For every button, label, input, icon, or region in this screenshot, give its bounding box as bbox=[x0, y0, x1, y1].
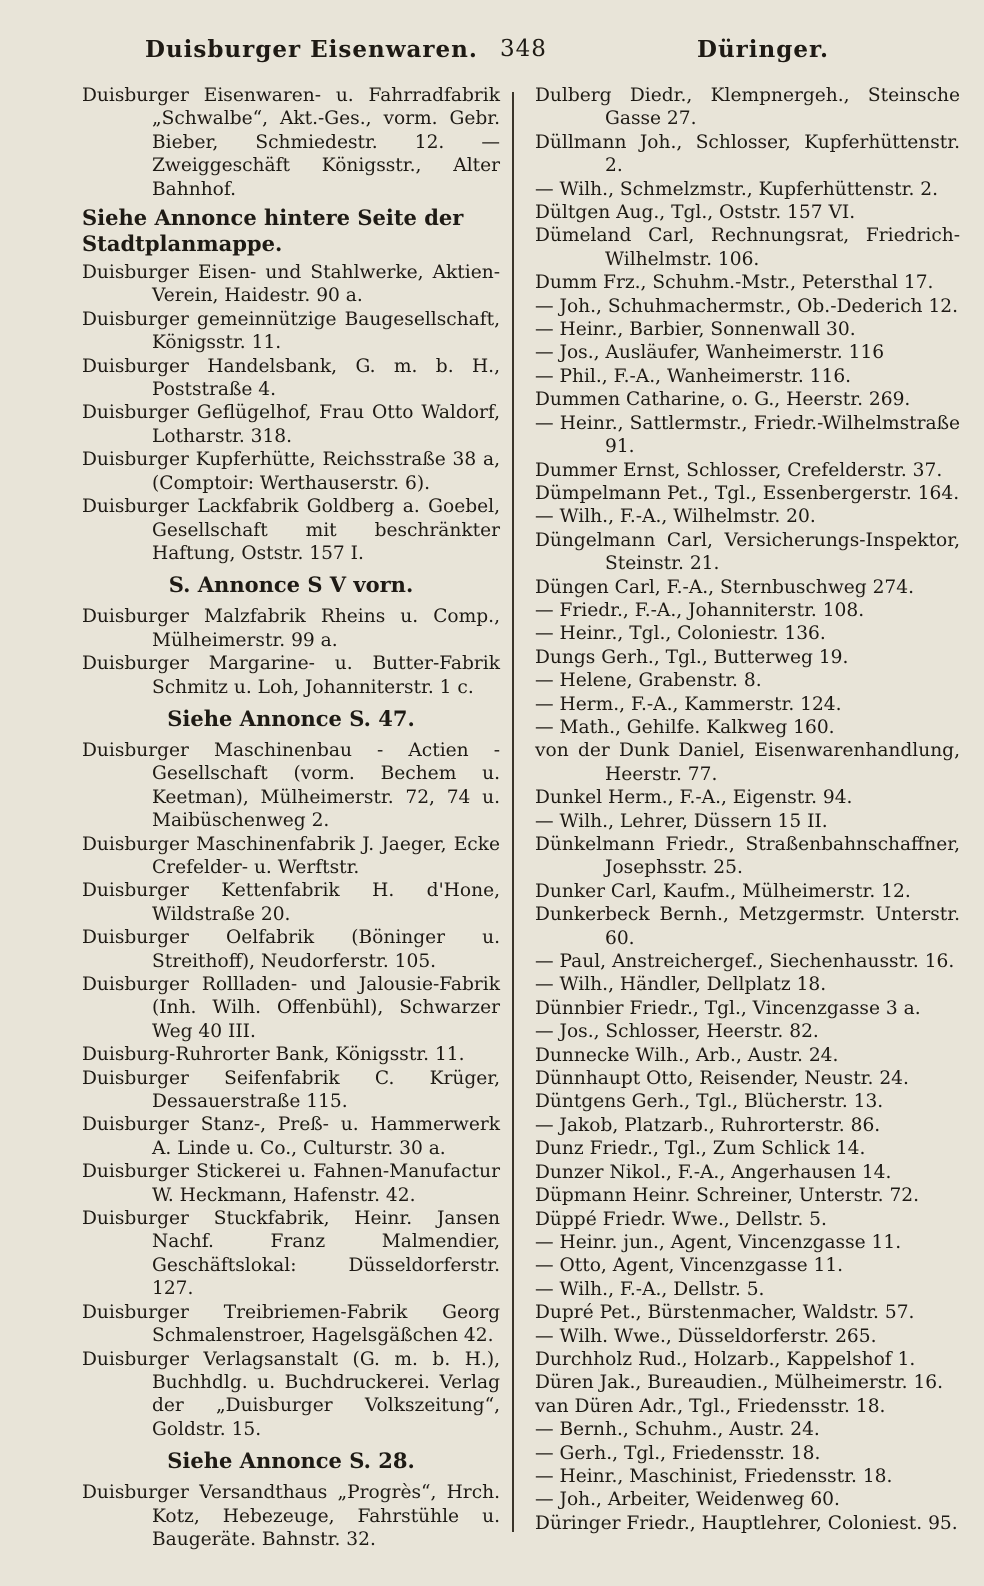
directory-entry: — Heinr. jun., Agent, Vincenzgasse 11. bbox=[535, 1231, 902, 1253]
directory-entry: Düngelmann Carl, Versicherungs-Inspektor, Steinstr. 21. bbox=[535, 529, 960, 575]
directory-entry: Düringer Friedr., Hauptlehrer, Coloniest. 95. bbox=[535, 1512, 958, 1534]
annonce-notice: Siehe Annonce S. 28. bbox=[167, 1448, 415, 1474]
directory-entry: — Wilh., Schmelzmstr., Kupferhüttenstr. 2. bbox=[535, 178, 939, 200]
directory-entry: Dungs Gerh., Tgl., Butterweg 19. bbox=[535, 646, 849, 668]
directory-entry: — Bernh., Schuhm., Austr. 24. bbox=[535, 1419, 820, 1441]
directory-entry: Duisburger Kettenfabrik H. d'Hone, Wildstraße 20. bbox=[82, 880, 500, 925]
directory-entry: — Joh., Schuhmachermstr., Ob.-Dederich 12. bbox=[535, 295, 959, 317]
directory-entry: Duisburger Treibriemen-Fabrik Georg Schmalenstroer, Hagelsgäßchen 42. bbox=[82, 1301, 500, 1347]
directory-entry: Dummer Ernst, Schlosser, Crefelderstr. 37. bbox=[535, 459, 943, 481]
directory-entry: — Phil., F.-A., Wanheimerstr. 116. bbox=[535, 365, 852, 387]
directory-entry: Dummen Catharine, o. G., Heerstr. 269. bbox=[535, 389, 911, 411]
directory-entry: — Math., Gehilfe. Kalkweg 160. bbox=[535, 716, 835, 738]
directory-entry: Duisburger Seifenfabrik C. Krüger, Dessauerstraße 115. bbox=[82, 1067, 500, 1113]
directory-entry: — Gerh., Tgl., Friedensstr. 18. bbox=[535, 1442, 821, 1464]
directory-entry: Duisburger Rollladen- und Jalousie-Fabrik (Inh. Wilh. Offenbühl), Schwarzer Weg 40 III. bbox=[82, 974, 500, 1042]
running-head-right: Düringer. bbox=[697, 36, 829, 63]
directory-entry: Düllmann Joh., Schlosser, Kupferhüttenstr. 2. bbox=[535, 131, 960, 177]
directory-entry: Duisburger Malzfabrik Rheins u. Comp., Mülheimerstr. 99 a. bbox=[82, 606, 500, 651]
directory-entry: Dunker Carl, Kaufm., Mülheimerstr. 12. bbox=[535, 880, 911, 902]
directory-entry: — Wilh., F.-A., Dellstr. 5. bbox=[535, 1278, 765, 1300]
directory-entry: — Joh., Arbeiter, Weidenweg 60. bbox=[535, 1489, 840, 1511]
directory-entry: von der Dunk Daniel, Eisenwarenhandlung, Heerstr. 77. bbox=[535, 740, 960, 785]
directory-entry: Duisburger Lackfabrik Goldberg a. Goebel, Gesellschaft mit beschränkter Haftung, Oststr. 157 I. bbox=[82, 496, 500, 564]
directory-entry: Dunkel Herm., F.-A., Eigenstr. 94. bbox=[535, 787, 853, 809]
directory-entry: Duisburger Handelsbank, G. m. b. H., Poststraße 4. bbox=[82, 355, 500, 401]
directory-entry: Düngen Carl, F.-A., Sternbuschweg 274. bbox=[535, 576, 914, 598]
directory-entry: Dunnecke Wilh., Arb., Austr. 24. bbox=[535, 1044, 839, 1066]
directory-entry: Dulberg Diedr., Klempnergeh., Steinsche Gasse 27. bbox=[535, 85, 960, 130]
directory-entry: Düpmann Heinr. Schreiner, Unterstr. 72. bbox=[535, 1185, 920, 1207]
directory-entry: Duisburger Oelfabrik (Böninger u. Streithoff), Neudorferstr. 105. bbox=[82, 927, 500, 972]
directory-entry: — Friedr., F.-A., Johanniterstr. 108. bbox=[535, 599, 865, 621]
directory-entry: — Helene, Grabenstr. 8. bbox=[535, 670, 762, 692]
directory-entry: Duisburger gemeinnützige Baugesellschaft, Königsstr. 11. bbox=[82, 308, 500, 354]
directory-entry: — Heinr., Maschinist, Friedensstr. 18. bbox=[535, 1465, 893, 1487]
directory-entry: Duisburger Stanz-, Preß- u. Hammerwerk A. Linde u. Co., Culturstr. 30 a. bbox=[82, 1114, 500, 1159]
page-number: 348 bbox=[500, 36, 547, 62]
directory-entry: — Jos., Schlosser, Heerstr. 82. bbox=[535, 1021, 819, 1043]
directory-entry: Duisburger Kupferhütte, Reichsstraße 38 a, (Comptoir: Werthauserstr. 6). bbox=[82, 449, 500, 494]
directory-entry: — Wilh., Lehrer, Düssern 15 II. bbox=[535, 810, 828, 832]
directory-entry: Duisburger Eisenwaren- u. Fahrradfabrik „Schwalbe“, Akt.-Ges., vorm. Gebr. Bieber, Schmiedestr. 12. — Zweiggeschäft Königsstr., Alter Bahnhof. bbox=[82, 85, 500, 200]
directory-entry: Dültgen Aug., Tgl., Oststr. 157 VI. bbox=[535, 202, 856, 224]
annonce-notice: Siehe Annonce hintere Seite der Stadtplanmappe. bbox=[82, 205, 464, 257]
annonce-notice: Siehe Annonce S. 47. bbox=[167, 705, 415, 731]
directory-entry: Dupré Pet., Bürstenmacher, Waldstr. 57. bbox=[535, 1302, 915, 1324]
directory-entry: Dunkerbeck Bernh., Metzgermstr. Unterstr. 60. bbox=[535, 904, 960, 949]
directory-entry: Dumm Frz., Schuhm.-Mstr., Petersthal 17. bbox=[535, 272, 934, 294]
directory-entry: Dunz Friedr., Tgl., Zum Schlick 14. bbox=[535, 1138, 866, 1160]
directory-entry: Dümeland Carl, Rechnungsrat, Friedrich-Wilhelmstr. 106. bbox=[535, 225, 960, 270]
directory-entry: Durchholz Rud., Holzarb., Kappelshof 1. bbox=[535, 1348, 916, 1370]
right-column bbox=[535, 84, 960, 1535]
directory-entry: — Herm., F.-A., Kammerstr. 124. bbox=[535, 693, 842, 715]
directory-entry: — Jakob, Platzarb., Ruhrorterstr. 86. bbox=[535, 1114, 881, 1136]
directory-entry: Düren Jak., Bureaudien., Mülheimerstr. 16. bbox=[535, 1372, 944, 1394]
directory-entry: — Wilh., F.-A., Wilhelmstr. 20. bbox=[535, 506, 816, 528]
column-divider bbox=[512, 92, 514, 1532]
directory-entry: Duisburger Maschinenfabrik J. Jaeger, Ecke Crefelder- u. Werftstr. bbox=[82, 833, 500, 878]
directory-entry: Dümpelmann Pet., Tgl., Essenbergerstr. 164. bbox=[535, 482, 960, 504]
directory-entry: Düntgens Gerh., Tgl., Blücherstr. 13. bbox=[535, 1091, 884, 1113]
directory-entry: van Düren Adr., Tgl., Friedensstr. 18. bbox=[535, 1395, 886, 1417]
directory-entry: Duisburger Versandthaus „Progrès“, Hrch. Kotz, Hebezeuge, Fahrstühle u. Baugeräte. Bahnstr. 32. bbox=[82, 1482, 500, 1550]
left-column bbox=[82, 84, 500, 1551]
directory-entry: — Wilh., Händler, Dellplatz 18. bbox=[535, 974, 827, 996]
directory-entry: Dünkelmann Friedr., Straßenbahnschaffner, Josephsstr. 25. bbox=[535, 834, 960, 879]
directory-entry: — Otto, Agent, Vincenzgasse 11. bbox=[535, 1255, 844, 1277]
directory-entry: Duisburger Stickerei u. Fahnen-Manufactur W. Heckmann, Hafenstr. 42. bbox=[82, 1161, 500, 1206]
running-head-left: Duisburger Eisenwaren. bbox=[145, 36, 478, 63]
directory-entry: Dunzer Nikol., F.-A., Angerhausen 14. bbox=[535, 1161, 892, 1183]
directory-entry: — Jos., Ausläufer, Wanheimerstr. 116 bbox=[535, 342, 885, 364]
directory-entry: Düppé Friedr. Wwe., Dellstr. 5. bbox=[535, 1208, 827, 1230]
directory-entry: Duisburger Eisen- und Stahlwerke, Aktien-Verein, Haidestr. 90 a. bbox=[82, 262, 500, 307]
directory-entry: Duisburger Verlagsanstalt (G. m. b. H.), Buchhdlg. u. Buchdruckerei. Verlag der „Duisburger Volkszeitung“, Goldstr. 15. bbox=[82, 1348, 500, 1440]
directory-entry: Duisburger Margarine- u. Butter-Fabrik Schmitz u. Loh, Johanniterstr. 1 c. bbox=[82, 653, 500, 698]
directory-entry: Dünnhaupt Otto, Reisender, Neustr. 24. bbox=[535, 1068, 909, 1090]
directory-entry: Dünnbier Friedr., Tgl., Vincenzgasse 3 a. bbox=[535, 997, 921, 1019]
directory-entry: Duisburg-Ruhrorter Bank, Königsstr. 11. bbox=[82, 1044, 465, 1066]
directory-entry: — Paul, Anstreichergef., Siechenhausstr. 16. bbox=[535, 951, 955, 973]
directory-entry: — Heinr., Sattlermstr., Friedr.-Wilhelmstraße 91. bbox=[535, 412, 960, 458]
directory-entry: Duisburger Geflügelhof, Frau Otto Waldorf, Lotharstr. 318. bbox=[82, 402, 500, 447]
directory-entry: Duisburger Stuckfabrik, Heinr. Jansen Nachf. Franz Malmendier, Geschäftslokal: Düsseldorferstr. 127. bbox=[82, 1208, 500, 1300]
directory-entry: — Heinr., Tgl., Coloniestr. 136. bbox=[535, 623, 826, 645]
annonce-notice: S. Annonce S V vorn. bbox=[168, 572, 414, 598]
directory-entry: Duisburger Maschinenbau - Actien - Gesellschaft (vorm. Bechem u. Keetman), Mülheimerstr. 72, 74 u. Maibüschenweg 2. bbox=[82, 739, 500, 832]
directory-entry: — Wilh. Wwe., Düsseldorferstr. 265. bbox=[535, 1325, 877, 1347]
directory-entry: — Heinr., Barbier, Sonnenwall 30. bbox=[535, 319, 856, 341]
